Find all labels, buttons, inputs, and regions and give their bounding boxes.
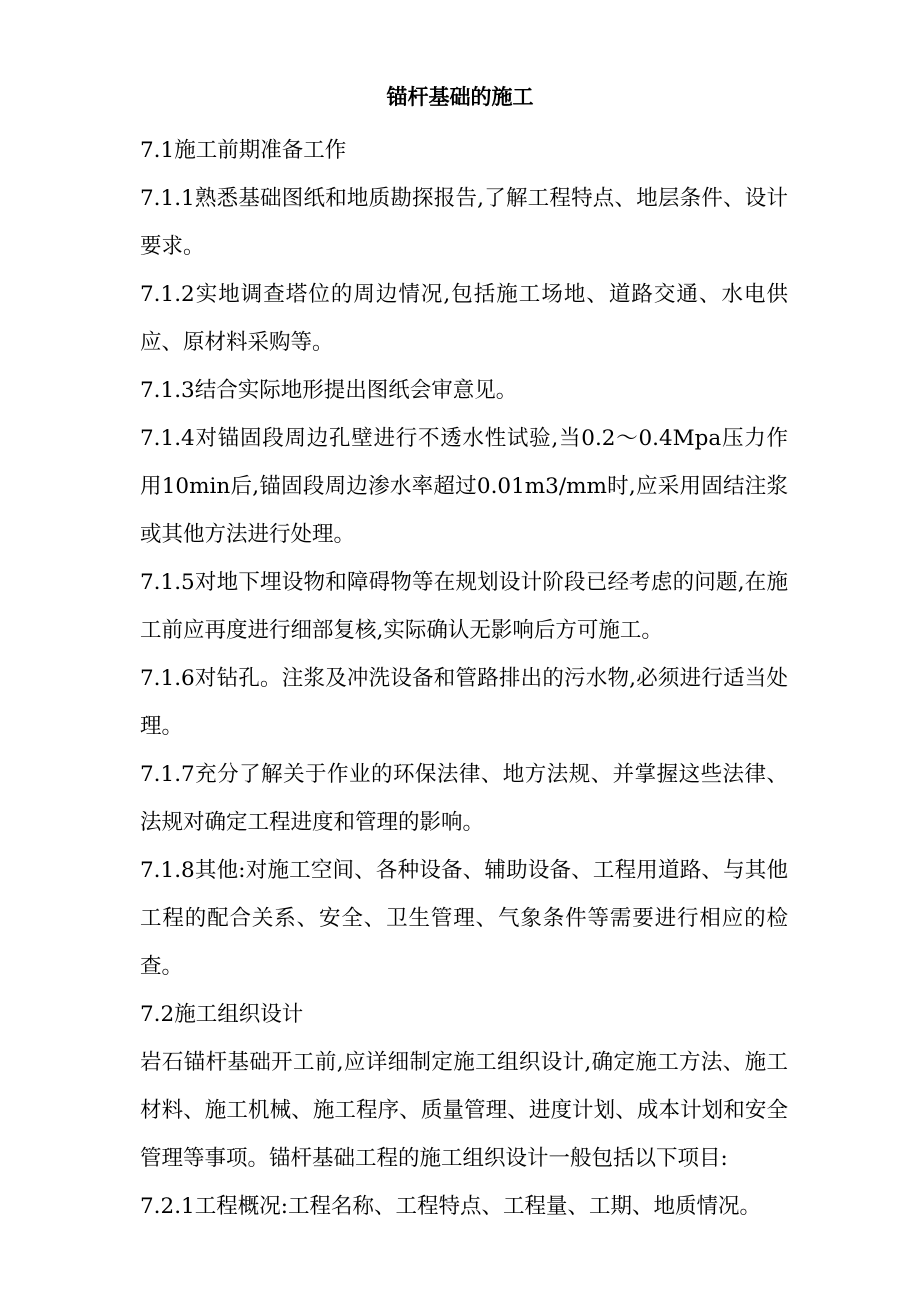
section-heading-7-1: 7.1施工前期准备工作 xyxy=(140,138,347,163)
document-title: 锚杆基础的施工 xyxy=(386,85,534,109)
document-body xyxy=(140,127,788,1231)
paragraph-7-1-6: 7.1.6对钻孔。注浆及冲洗设备和管路排出的污水物,必须进行适当处理。 xyxy=(140,666,788,739)
paragraph-7-1-5: 7.1.5对地下埋设物和障碍物等在规划设计阶段已经考虑的问题,在施工前应再度进行细部复核,实际确认无影响后方可施工。 xyxy=(140,570,788,643)
section-heading-7-2: 7.2施工组织设计 xyxy=(140,1002,304,1027)
paragraph-7-2-1: 7.2.1工程概况:工程名称、工程特点、工程量、工期、地质情况。 xyxy=(140,1194,761,1219)
paragraph-7-1-2: 7.1.2实地调查塔位的周边情况,包括施工场地、道路交通、水电供应、原材料采购等。 xyxy=(140,282,788,355)
paragraph-7-1-4: 7.1.4对锚固段周边孔壁进行不透水性试验,当0.2～0.4Mpa压力作用10min后,锚固段周边渗水率超过0.01m3/mm时,应采用固结注浆或其他方法进行处理。 xyxy=(140,426,788,547)
paragraph-7-1-7: 7.1.7充分了解关于作业的环保法律、地方法规、并掌握这些法律、法规对确定工程进度和管理的影响。 xyxy=(140,762,788,835)
paragraph-7-1-3: 7.1.3结合实际地形提出图纸会审意见。 xyxy=(140,378,518,403)
paragraph-7-2-intro: 岩石锚杆基础开工前,应详细制定施工组织设计,确定施工方法、施工材料、施工机械、施工程序、质量管理、进度计划、成本计划和安全管理等事项。锚杆基础工程的施工组织设计一般包括以下项目: xyxy=(140,1050,788,1171)
paragraph-7-1-8: 7.1.8其他:对施工空间、各种设备、辅助设备、工程用道路、与其他工程的配合关系、安全、卫生管理、气象条件等需要进行相应的检查。 xyxy=(140,858,788,979)
paragraph-7-1-1: 7.1.1熟悉基础图纸和地质勘探报告,了解工程特点、地层条件、设计要求。 xyxy=(140,186,788,259)
